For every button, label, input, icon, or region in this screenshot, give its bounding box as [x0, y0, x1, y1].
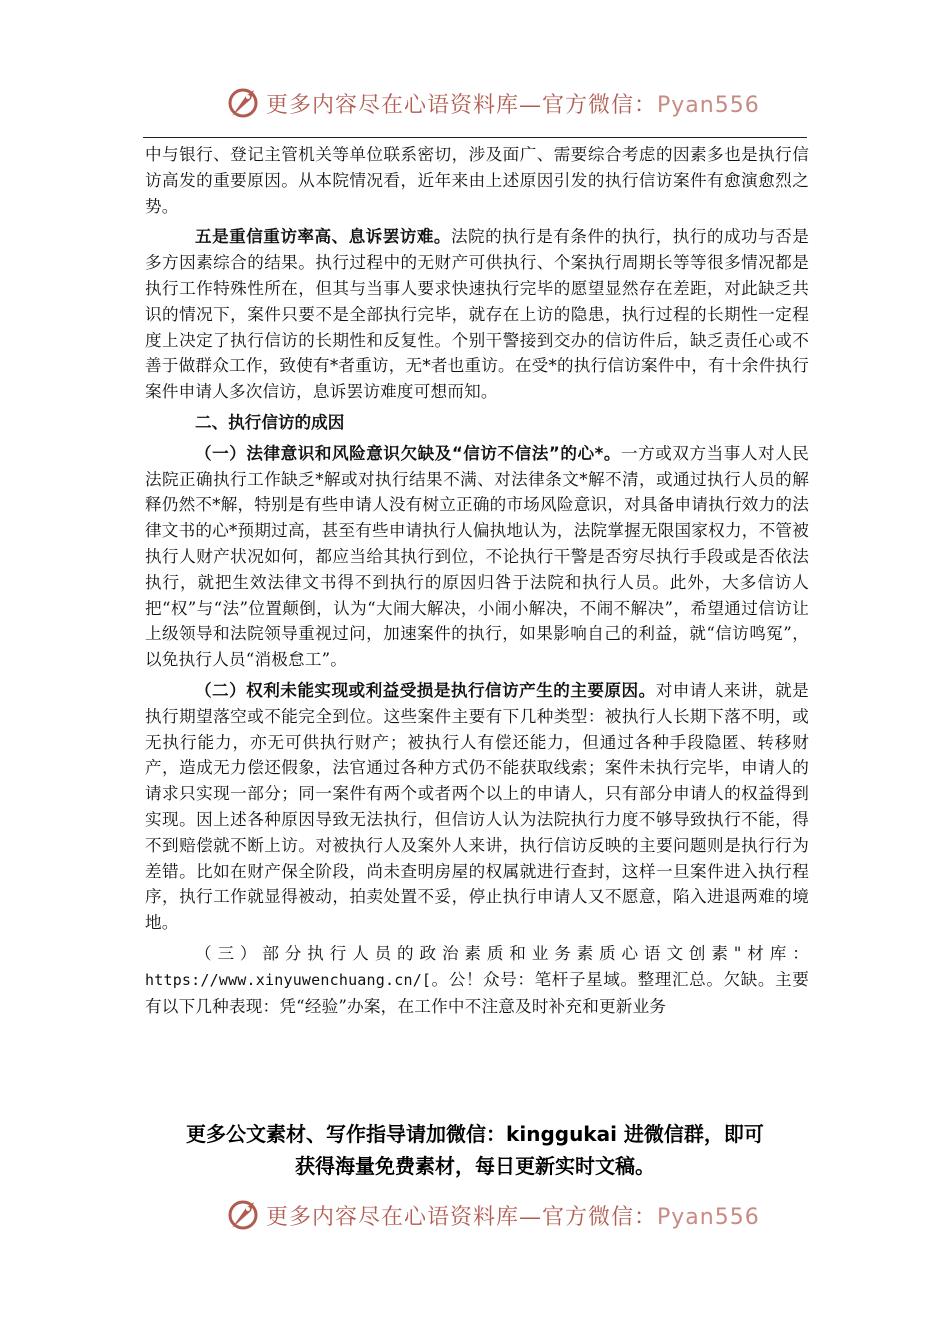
promo-line-2: 获得海量免费素材，每日更新实时文稿。	[295, 1154, 655, 1178]
promo-line-1: 更多公文素材、写作指导请加微信：kinggukai 进微信群，即可	[186, 1122, 764, 1146]
paragraph-2-lead: 五是重信重访率高、息诉罢访难。	[195, 227, 451, 247]
paragraph-4-lead: （二）权利未能实现或利益受损是执行信访产生的主要原因。	[195, 680, 656, 700]
source-url: https://www.xinyuwenchuang.cn/[	[145, 970, 432, 989]
header-banner	[0, 78, 950, 126]
pen-nib-logo-icon	[224, 82, 264, 122]
section-heading-2: 二、执行信访的成因	[195, 412, 345, 432]
paragraph-2: 五是重信重访率高、息诉罢访难。法院的执行是有条件的执行，执行的成功与否是多方因素综合的结果。执行过程中的无财产可供执行、个案执行周期长等等很多情况都是执行工作特殊性所在，但其与当事人要求快速执行完毕的愿望显然存在差距，对此缺乏共识的情况下，案件只要不是全部执行完毕，就存在上访的隐患，执行过程的长期性一定程度上决定了执行信访的长期性和反复性。个别干警接到交办的信访件后，缺乏责任心或不善于做群众工作，致使有*者重访，无*者也重访。在受*的执行信访案件中，有十余件执行案件申请人多次信访，息诉罢访难度可想而知。	[145, 227, 810, 402]
paragraph-3-lead: （一）法律意识和风险意识欠缺及“信访不信法”的心*。	[195, 443, 621, 463]
promo-text	[0, 1118, 950, 1182]
header-banner-text: 更多内容尽在心语资料库—官方微信：Pyan556	[266, 93, 760, 118]
document-body	[145, 142, 809, 1019]
footer-banner-text: 更多内容尽在心语资料库—官方微信：Pyan556	[266, 1205, 760, 1230]
header-divider	[143, 137, 807, 138]
pen-nib-logo-icon	[224, 1194, 264, 1234]
footer-banner	[0, 1190, 950, 1238]
paragraph-1: 中与银行、登记主管机关等单位联系密切，涉及面广、需要综合考虑的因素多也是执行信访高发的重要原因。从本院情况看，近年来由上述原因引发的执行信访案件有愈演愈烈之势。	[145, 145, 809, 216]
paragraph-3: （一）法律意识和风险意识欠缺及“信访不信法”的心*。一方或双方当事人对人民法院正确执行工作缺乏*解或对执行结果不满、对法律条文*解不清，或通过执行人员的解释仍然不*解，特别是有些申请人没有树立正确的市场风险意识，对具备申请执行效力的法律文书的心*预期过高，甚至有些申请执行人偏执地认为，法院掌握无限国家权力，不管被执行人财产状况如何，都应当给其执行到位，不论执行干警是否穷尽执行手段或是否依法执行，就把生效法律文书得不到执行的原因归咎于法院和执行人员。此外，大多信访人把“权”与“法”位置颠倒，认为“大闹大解决，小闹小解决，不闹不解决”，希望通过信访让上级领导和法院领导重视过问，加速案件的执行，如果影响自己的利益，就“信访鸣冤”，以免执行人员“消极怠工”。	[145, 443, 809, 670]
paragraph-4: （二）权利未能实现或利益受损是执行信访产生的主要原因。对申请人来讲，就是执行期望落空或不能完全到位。这些案件主要有下几种类型：被执行人长期下落不明，或无执行能力，亦无可供执行财产；被执行人有偿还能力，但通过各种手段隐匿、转移财产，造成无力偿还假象，法官通过各种方式仍不能获取线索；案件未执行完毕，申请人的请求只实现一部分；同一案件有两个或者两个以上的申请人，只有部分申请人的权益得到实现。因上述各种原因导致无法执行，但信访人认为法院执行力度不够导致执行不能，得不到赔偿就不断上访。对被执行人及案外人来讲，执行信访反映的主要问题则是执行行为差错。比如在财产保全阶段，尚未查明房屋的权属就进行查封，这样一旦案件进入执行程序，执行工作就显得被动，拍卖处置不妥，停止执行申请人又不愿意，陷入进退两难的境地。	[145, 680, 809, 933]
paragraph-5: （三）部分执行人员的政治素质和业务素质心语文创素"材库：https://www.xinyuwenchuang.cn/[。公！众号：笔杆子星域。整理汇总。欠缺。主要有以下几种表现：凭“经验”办案，在工作中不注意及时补充和更新业务	[145, 943, 809, 1016]
